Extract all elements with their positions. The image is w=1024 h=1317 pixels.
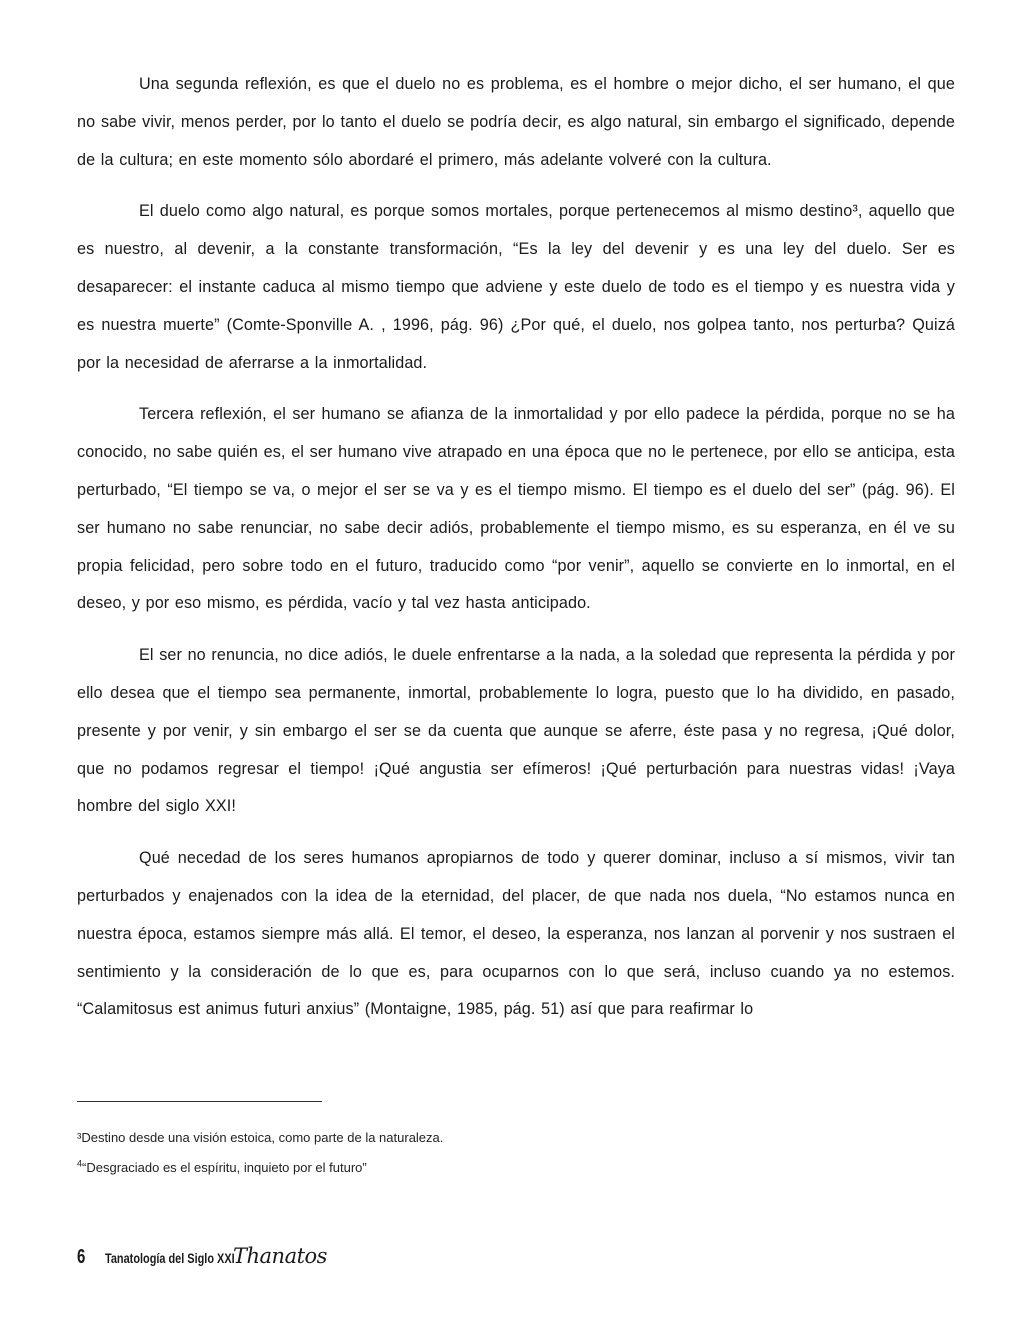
footnotes [77, 1126, 955, 1186]
footnote-divider [77, 1101, 322, 1102]
page-number: 6 [77, 1246, 86, 1268]
paragraph-2: El duelo como algo natural, es porque somos mortales, porque pertenecemos al mismo destino³, aquello que es nuestro, al devenir, a la constante transformación, “Es la ley del devenir y es una ley del duelo. Ser es desaparecer: el instante caduca al mismo tiempo que adviene y este duelo de todo es el tiempo y es nuestra vida y es nuestra muerte” (Comte-Sponville A. , 1996, pág. 96) ¿Por qué, el duelo, nos golpea tanto, nos perturba? Quizá por la necesidad de aferrarse a la inmortalidad. [77, 202, 955, 372]
journal-name: Tanatología del Siglo XXI [105, 1250, 235, 1266]
footnote-4-mark: 4 [77, 1158, 83, 1169]
main-text [77, 66, 955, 1043]
page-footer [77, 1244, 327, 1276]
paragraph-5: Qué necedad de los seres humanos apropiarnos de todo y querer dominar, incluso a sí mismos, vivir tan perturbados y enajenados con la idea de la eternidad, del placer, de que nada nos duela, “No estamos nunca en nuestra época, estamos siempre más allá. El temor, el deseo, la esperanza, nos lanzan al porvenir y nos sustraen el sentimiento y la consideración de lo que es, para ocuparnos con lo que será, incluso cuando ya no estemos. “Calamitosus est animus futuri anxius” (Montaigne, 1985, pág. 51) así que para reafirmar lo [77, 849, 955, 1019]
paragraph-4: El ser no renuncia, no dice adiós, le duele enfrentarse a la nada, a la soledad que representa la pérdida y por ello desea que el tiempo sea permanente, inmortal, probablemente lo logra, puesto que lo ha dividido, en pasado, presente y por venir, y sin embargo el ser se da cuenta que aunque se aferre, éste pasa y no regresa, ¡Qué dolor, que no podamos regresar el tiempo! ¡Qué angustia ser efímeros! ¡Qué perturbación para nuestras vidas! ¡Vaya hombre del siglo XXI! [77, 646, 955, 816]
footnote-3: ³Destino desde una visión estoica, como parte de la naturaleza. [77, 1130, 444, 1145]
paragraph-3: Tercera reflexión, el ser humano se afianza de la inmortalidad y por ello padece la pérdida, porque no se ha conocido, no sabe quién es, el ser humano vive atrapado en una época que no le pertenece, por ello se anticipa, esta perturbado, “El tiempo se va, o mejor el ser se va y es el tiempo mismo. El tiempo es el duelo del ser” (pág. 96). El ser humano no sabe renunciar, no sabe decir adiós, probablemente el tiempo mismo, es su esperanza, en él ve su propia felicidad, pero sobre todo en el futuro, traducido como “por venir”, aquello se convierte en lo inmortal, en el deseo, y por eso mismo, es pérdida, vacío y tal vez hasta anticipado. [77, 405, 955, 613]
footnote-4 [77, 1156, 955, 1180]
footnote-4-text: “Desgraciado es el espíritu, inquieto por el futuro” [82, 1160, 367, 1175]
paragraph-1: Una segunda reflexión, es que el duelo no es problema, es el hombre o mejor dicho, el ser humano, el que no sabe vivir, menos perder, por lo tanto el duelo se podría decir, es algo natural, sin embargo el significado, depende de la cultura; en este momento sólo abordaré el primero, más adelante volveré con la cultura. [77, 75, 955, 169]
journal-logo: Thanatos [233, 1244, 327, 1268]
